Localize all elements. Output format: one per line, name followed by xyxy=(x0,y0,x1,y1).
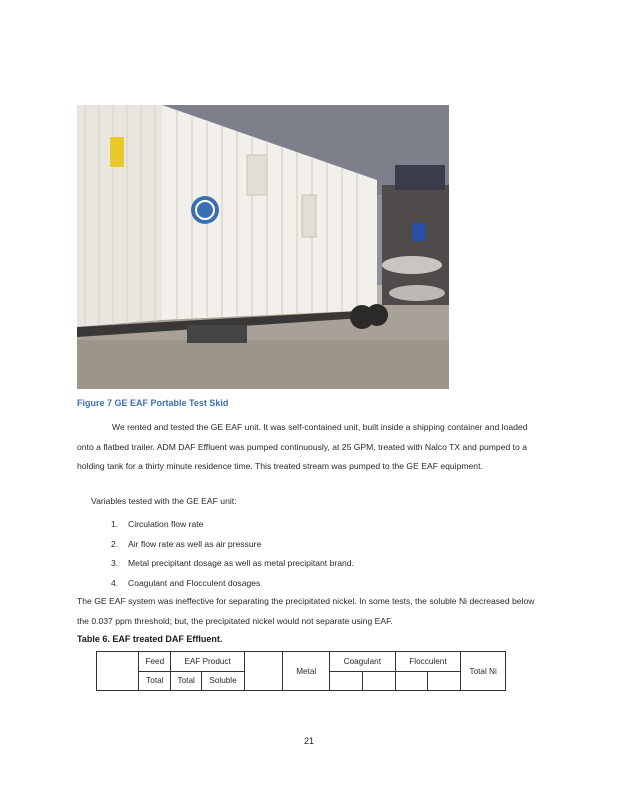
header-eaf-product: EAF Product xyxy=(171,652,245,672)
figure-caption: Figure 7 GE EAF Portable Test Skid xyxy=(77,398,229,408)
paragraph-result: The GE EAF system was ineffective for separating the precipitated nickel. In some tests, the soluble Ni decreased below the 0.037 ppm threshold; but, the precipitated nickel would not separate using EAF. xyxy=(77,596,535,626)
list-item-number: 3. xyxy=(111,558,119,568)
table-cell-empty xyxy=(244,652,282,691)
list-item-text: Coagulant and Flocculent dosages xyxy=(128,577,261,588)
header-flocculent: Flocculent xyxy=(395,652,461,672)
list-item-number: 4. xyxy=(111,577,119,588)
paragraph-intro-text: We rented and tested the GE EAF unit. It was self-contained unit, built inside a shipping container and loaded onto a flatbed trailer. ADM DAF Effluent was pumped continuously, at 25 GPM, treated with Nalco TX and pumped to a holding tank for a thirty minute residence time. This treated stream was pumped to the GE EAF equipment. xyxy=(77,422,528,472)
list-item-number: 2. xyxy=(111,538,119,549)
list-item-text: Air flow rate as well as air pressure xyxy=(128,538,262,549)
list-item-number: 1. xyxy=(111,519,119,529)
page-number: 21 xyxy=(303,736,314,746)
header-coagulant: Coagulant xyxy=(330,652,396,672)
list-item xyxy=(111,515,354,535)
header-soluble: Soluble xyxy=(202,671,245,691)
table-cell-empty xyxy=(362,671,395,691)
table-cell-empty xyxy=(97,652,139,691)
header-feed-total: Total xyxy=(139,671,171,691)
header-eaf-total: Total xyxy=(171,671,202,691)
paragraph-intro xyxy=(77,418,537,477)
trailer-photo-illustration xyxy=(77,105,449,389)
list-item xyxy=(111,554,354,574)
header-metal: Metal xyxy=(283,652,330,691)
list-item-text: Circulation flow rate xyxy=(128,519,204,529)
table-cell-empty xyxy=(330,671,363,691)
figure-photo xyxy=(77,105,449,389)
variables-intro: Variables tested with the GE EAF unit: xyxy=(91,496,237,506)
table-header-row xyxy=(97,652,506,672)
header-feed: Feed xyxy=(139,652,171,672)
list-item-text: Metal precipitant dosage as well as metal precipitant brand. xyxy=(128,558,354,568)
variables-list xyxy=(111,515,354,593)
list-item xyxy=(111,574,354,594)
table-cell-empty xyxy=(428,671,461,691)
header-total-ni: Total Ni xyxy=(461,652,506,691)
results-table xyxy=(96,651,506,691)
table-caption: Table 6. EAF treated DAF Effluent. xyxy=(77,634,223,644)
list-item xyxy=(111,535,354,555)
table-cell-empty xyxy=(395,671,428,691)
